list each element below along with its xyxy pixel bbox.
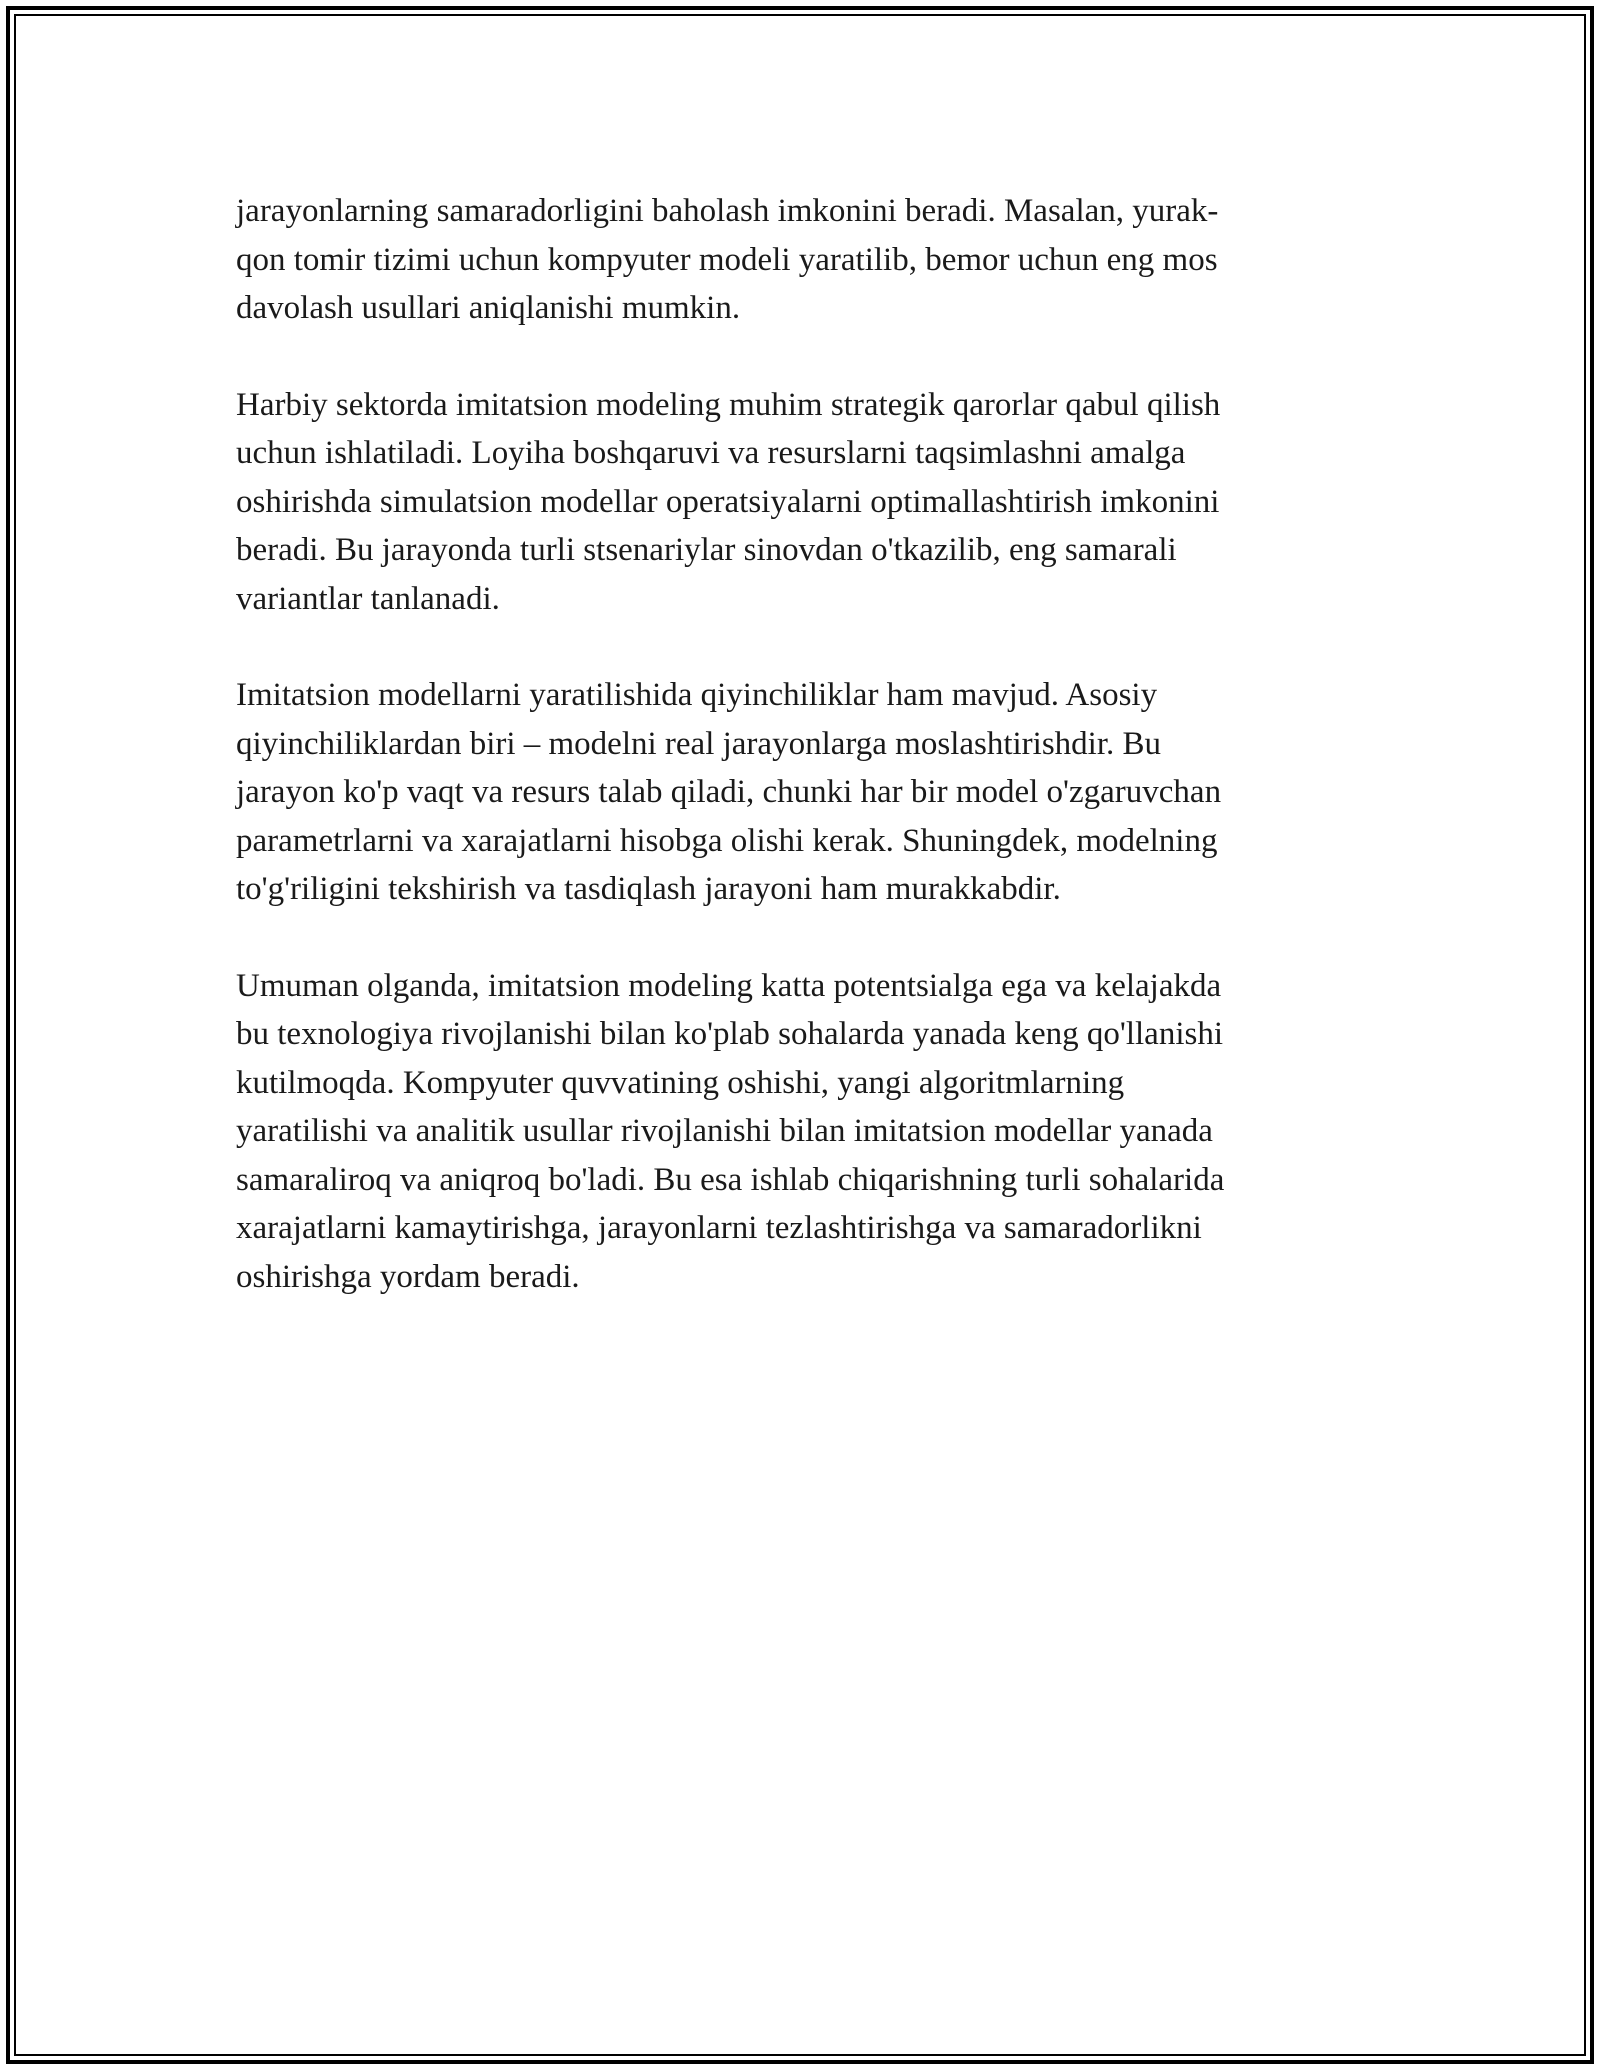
document-body [236, 187, 1364, 1349]
paragraph-4: Umuman olganda, imitatsion modeling katta potentsialga ega va kelajakda bu texnologiya rivojlanishi bilan ko'plab sohalarda yanada keng qo'llanishi kutilmoqda. Kompyuter quvvatining oshishi, yangi algoritmlarning yaratilishi va analitik usullar rivojlanishi bilan imitatsion modellar yanada samaraliroq va aniqroq bo'ladi. Bu esa ishlab chiqarishning turli sohalarida xarajatlarni kamaytirishga, jarayonlarni tezlashtirishga va samaradorlikni oshirishga yordam beradi. [236, 967, 1225, 1295]
paragraph-1: jarayonlarning samaradorligini baholash imkonini beradi. Masalan, yurak- qon tomir tizimi uchun kompyuter modeli yaratilib, bemor uchun eng mos davolash usullari aniqlanishi mumkin. [236, 193, 1219, 326]
paragraph-2: Harbiy sektorda imitatsion modeling muhim strategik qarorlar qabul qilish uchun ishlatiladi. Loyiha boshqaruvi va resurslarni taqsimlashni amalga oshirishda simulatsion modellar operatsiyalarni optimallashtirish imkonini beradi. Bu jarayonda turli stsenariylar sinovdan o'tkazilib, eng samarali variantlar tanlanadi. [236, 386, 1221, 617]
paragraph-3: Imitatsion modellarni yaratilishida qiyinchiliklar ham mavjud. Asosiy qiyinchiliklardan biri – modelni real jarayonlarga moslashtirishdir. Bu jarayon ko'p vaqt va resurs talab qiladi, chunki har bir model o'zgaruvchan parametrlarni va xarajatlarni hisobga olishi kerak. Shuningdek, modelning to'g'riligini tekshirish va tasdiqlash jarayoni ham murakkabdir. [236, 677, 1222, 907]
